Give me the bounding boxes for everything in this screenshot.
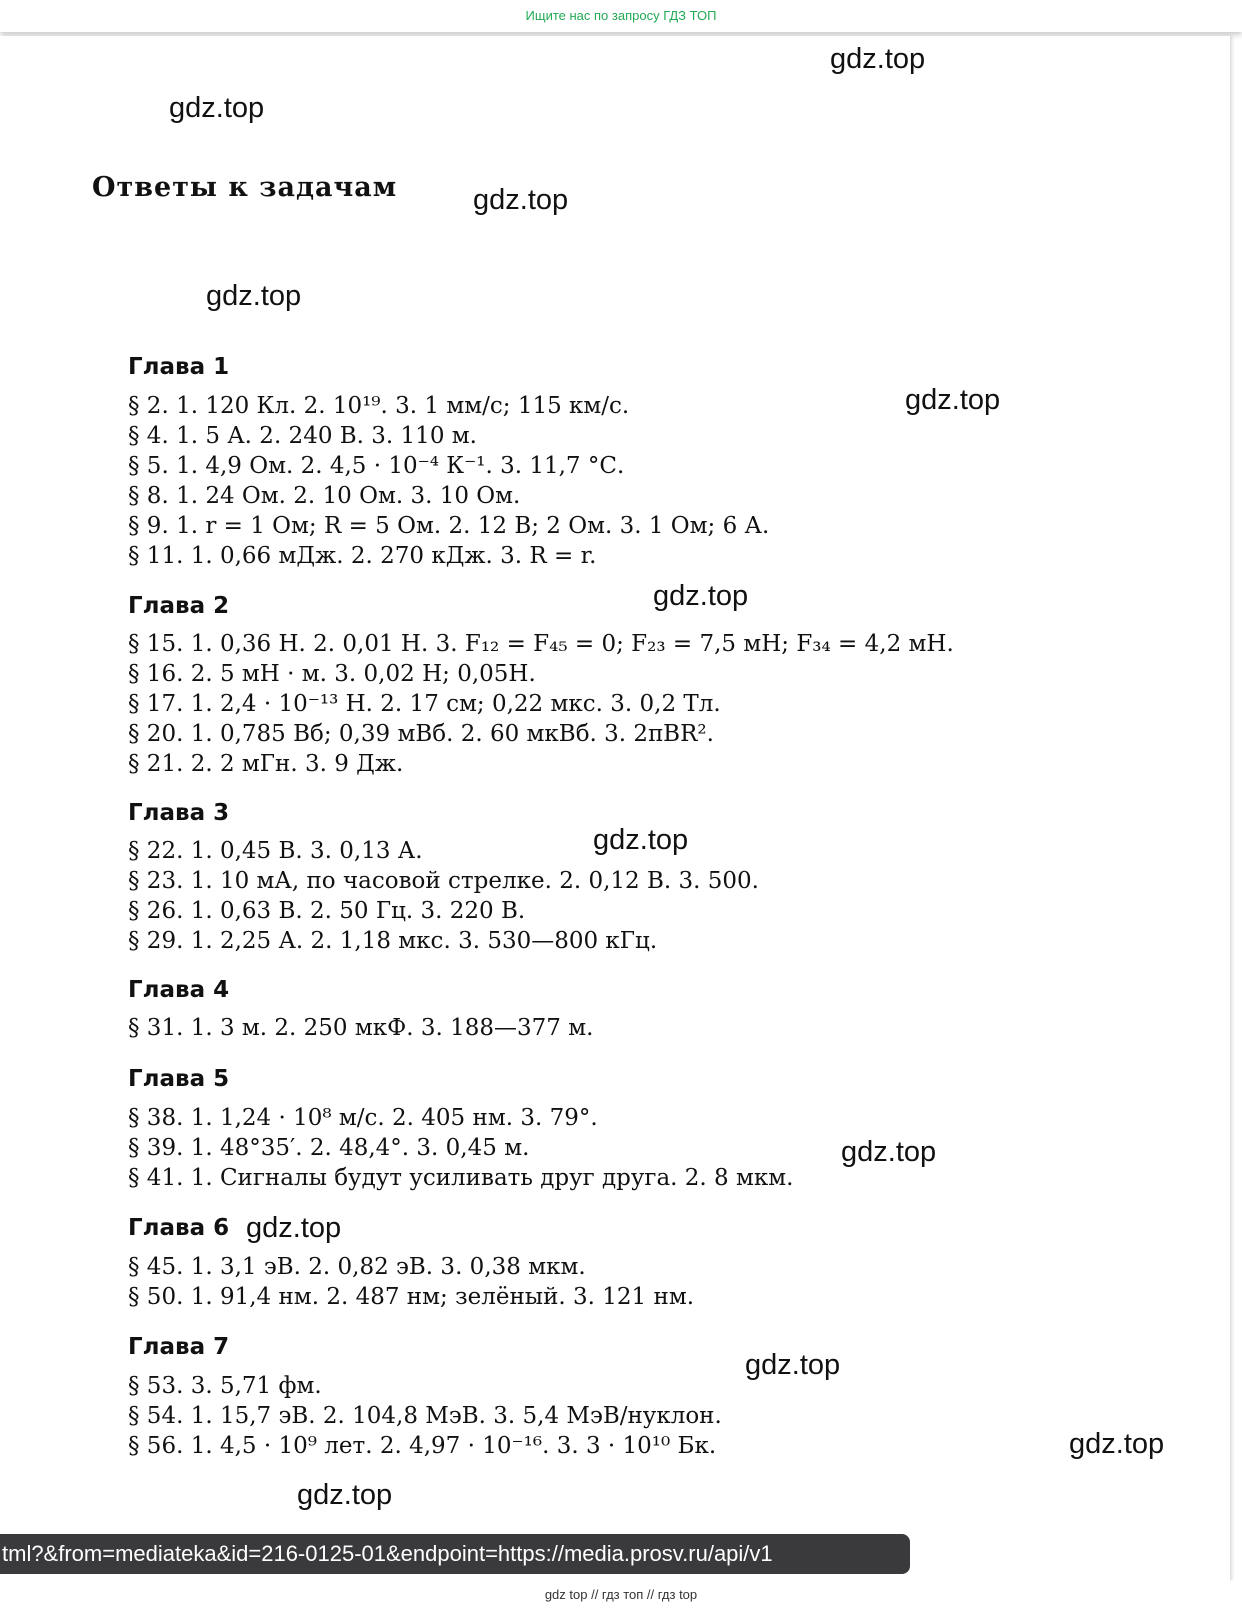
watermark: gdz.top <box>473 184 569 216</box>
answer-line: § 38. 1. 1,24 · 10⁸ м/с. 2. 405 нм. 3. 79°. <box>128 1105 598 1131</box>
footer-text: gdz top // гдз топ // гдз top <box>544 1587 698 1602</box>
watermark: gdz.top <box>905 384 1001 416</box>
answer-line: § 9. 1. r = 1 Ом; R = 5 Ом. 2. 12 В; 2 Ом. 3. 1 Ом; 6 А. <box>128 513 770 539</box>
watermark: gdz.top <box>169 92 265 124</box>
watermark: gdz.top <box>297 1479 393 1511</box>
answer-line: § 4. 1. 5 А. 2. 240 В. 3. 110 м. <box>128 423 477 449</box>
watermark: gdz.top <box>246 1212 342 1244</box>
chapter-heading: Глава 5 <box>128 1066 230 1092</box>
answer-line: § 22. 1. 0,45 В. 3. 0,13 А. <box>128 838 423 864</box>
top-banner <box>0 0 1242 32</box>
url-text: tml?&from=mediateka&id=216-0125-01&endpoint=https://media.prosv.ru/api/v1 <box>2 1541 773 1566</box>
answer-line: § 8. 1. 24 Ом. 2. 10 Ом. 3. 10 Ом. <box>128 483 521 509</box>
answer-line: § 21. 2. 2 мГн. 3. 9 Дж. <box>128 751 404 777</box>
answer-line: § 45. 1. 3,1 эВ. 2. 0,82 эВ. 3. 0,38 мкм. <box>128 1254 586 1280</box>
answer-line: § 50. 1. 91,4 нм. 2. 487 нм; зелёный. 3. 121 нм. <box>128 1284 695 1310</box>
answer-line: § 11. 1. 0,66 мДж. 2. 270 кДж. 3. R = r. <box>128 543 597 569</box>
answer-line: § 20. 1. 0,785 Вб; 0,39 мВб. 2. 60 мкВб. 3. 2πBR². <box>128 721 714 747</box>
answer-line: § 31. 1. 3 м. 2. 250 мкФ. 3. 188—377 м. <box>128 1015 594 1041</box>
chapter-heading: Глава 3 <box>128 800 230 826</box>
answer-line: § 41. 1. Сигналы будут усиливать друг друга. 2. 8 мкм. <box>128 1165 794 1191</box>
watermark: gdz.top <box>206 280 302 312</box>
answer-line: § 29. 1. 2,25 А. 2. 1,18 мкс. 3. 530—800 кГц. <box>128 928 658 954</box>
answer-line: § 53. 3. 5,71 фм. <box>128 1373 322 1399</box>
url-tooltip <box>0 1534 910 1574</box>
answer-line: § 23. 1. 10 мА, по часовой стрелке. 2. 0,12 В. 3. 500. <box>128 868 759 894</box>
chapter-heading: Глава 2 <box>128 593 230 619</box>
answer-line: § 5. 1. 4,9 Ом. 2. 4,5 · 10⁻⁴ К⁻¹. 3. 11,7 °С. <box>128 453 625 479</box>
watermark: gdz.top <box>1069 1428 1165 1460</box>
answer-line: § 15. 1. 0,36 Н. 2. 0,01 Н. 3. F₁₂ = F₄₅ = 0; F₂₃ = 7,5 мН; F₃₄ = 4,2 мН. <box>128 631 954 657</box>
chapter-heading: Глава 1 <box>128 354 230 380</box>
watermark: gdz.top <box>745 1349 841 1381</box>
chapter-heading: Глава 4 <box>128 977 230 1003</box>
answer-line: § 26. 1. 0,63 В. 2. 50 Гц. 3. 220 В. <box>128 898 526 924</box>
watermark: gdz.top <box>830 43 926 75</box>
footer <box>0 1581 1242 1610</box>
answer-line: § 56. 1. 4,5 · 10⁹ лет. 2. 4,97 · 10⁻¹⁶. 3. 3 · 10¹⁰ Бк. <box>128 1433 717 1459</box>
answer-line: § 2. 1. 120 Кл. 2. 10¹⁹. 3. 1 мм/с; 115 км/с. <box>128 393 630 419</box>
answer-line: § 54. 1. 15,7 эВ. 2. 104,8 МэВ. 3. 5,4 МэВ/нуклон. <box>128 1403 722 1429</box>
answer-line: § 16. 2. 5 мН · м. 3. 0,02 Н; 0,05Н. <box>128 661 536 687</box>
answer-line: § 39. 1. 48°35′. 2. 48,4°. 3. 0,45 м. <box>128 1135 530 1161</box>
answer-line: § 17. 1. 2,4 · 10⁻¹³ Н. 2. 17 см; 0,22 мкс. 3. 0,2 Тл. <box>128 691 721 717</box>
chapter-heading: Глава 6 <box>128 1215 230 1241</box>
chapter-heading: Глава 7 <box>128 1334 230 1360</box>
page-title: Ответы к задачам <box>92 172 398 203</box>
top-banner-text: Ищите нас по запросу ГДЗ ТОП <box>525 8 717 23</box>
watermark: gdz.top <box>841 1136 937 1168</box>
watermark: gdz.top <box>593 824 689 856</box>
watermark: gdz.top <box>653 580 749 612</box>
